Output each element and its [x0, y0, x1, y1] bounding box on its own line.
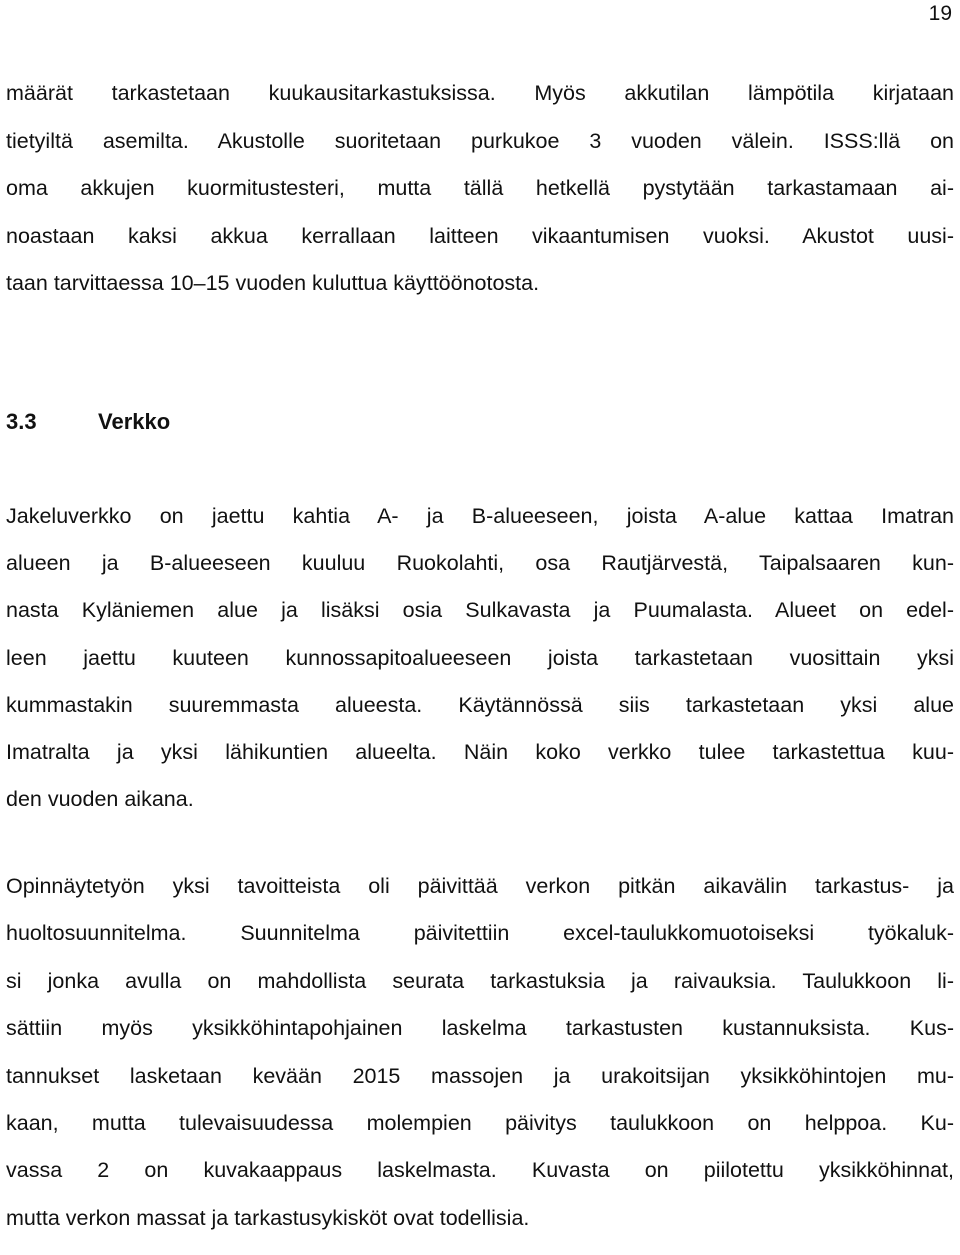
paragraph-line: sättiin myös yksikköhintapohjainen laskelma tarkastusten kustannuksista. Kus- — [6, 1016, 954, 1041]
paragraph-opinnaytetyo — [6, 876, 954, 1255]
section-heading — [6, 409, 170, 435]
paragraph-line: tietyiltä asemilta. Akustolle suoritetaan purkukoe 3 vuoden välein. ISSS:llä on — [6, 128, 954, 153]
section-title: Verkko — [98, 409, 171, 434]
paragraph-line: huoltosuunnitelma. Suunnitelma päivitettiin excel-taulukkomuotoiseksi työkaluk- — [6, 921, 954, 946]
paragraph-akusto — [6, 83, 954, 321]
paragraph-line: Jakeluverkko on jaettu kahtia A- ja B-alueeseen, joista A-alue kattaa Imatran — [6, 504, 954, 528]
paragraph-line: kummastakin suuremmasta alueesta. Käytännössä siis tarkastetaan yksi alue — [6, 692, 954, 717]
paragraph-line: Opinnäytetyön yksi tavoitteista oli päivittää verkon pitkän aikavälin tarkastus- ja — [6, 874, 954, 898]
paragraph-line: nasta Kyläniemen alue ja lisäksi osia Sulkavasta ja Puumalasta. Alueet on edel- — [6, 598, 954, 623]
paragraph-line: noastaan kaksi akkua kerrallaan laitteen vikaantumisen vuoksi. Akustot uusi- — [6, 223, 954, 248]
page-number: 19 — [928, 2, 952, 25]
paragraph-line: oma akkujen kuormitustesteri, mutta tällä hetkellä pystytään tarkastamaan ai- — [6, 176, 954, 200]
paragraph-line: tannukset lasketaan kevään 2015 massojen ja urakoitsijan yksikköhintojen mu- — [6, 1063, 954, 1088]
paragraph-line: Imatralta ja yksi lähikuntien alueelta. Näin koko verkko tulee tarkastettua kuu- — [6, 739, 954, 764]
paragraph-line: vassa 2 on kuvakaappaus laskelmasta. Kuvasta on piilotettu yksikköhinnat, — [6, 1158, 954, 1183]
paragraph-line: määrät tarkastetaan kuukausitarkastuksissa. Myös akkutilan lämpötila kirjataan — [6, 81, 954, 105]
paragraph-line: alueen ja B-alueeseen kuuluu Ruokolahti, osa Rautjärvestä, Taipalsaaren kun- — [6, 551, 954, 576]
paragraph-jakeluverkko — [6, 506, 954, 836]
paragraph-line: kaan, mutta tulevaisuudessa molempien päivitys taulukkoon on helppoa. Ku- — [6, 1110, 954, 1135]
paragraph-line: mutta verkon massat ja tarkastusykisköt ovat todellisia. — [6, 1205, 530, 1230]
paragraph-line: taan tarvittaessa 10–15 vuoden kuluttua käyttöönotosta. — [6, 271, 540, 295]
paragraph-line: si jonka avulla on mahdollista seurata tarkastuksia ja raivauksia. Taulukkoon li- — [6, 968, 954, 993]
section-number: 3.3 — [6, 409, 37, 434]
paragraph-line: leen jaettu kuuteen kunnossapitoalueeseen joista tarkastetaan vuosittain yksi — [6, 645, 954, 670]
paragraph-line: den vuoden aikana. — [6, 787, 194, 812]
